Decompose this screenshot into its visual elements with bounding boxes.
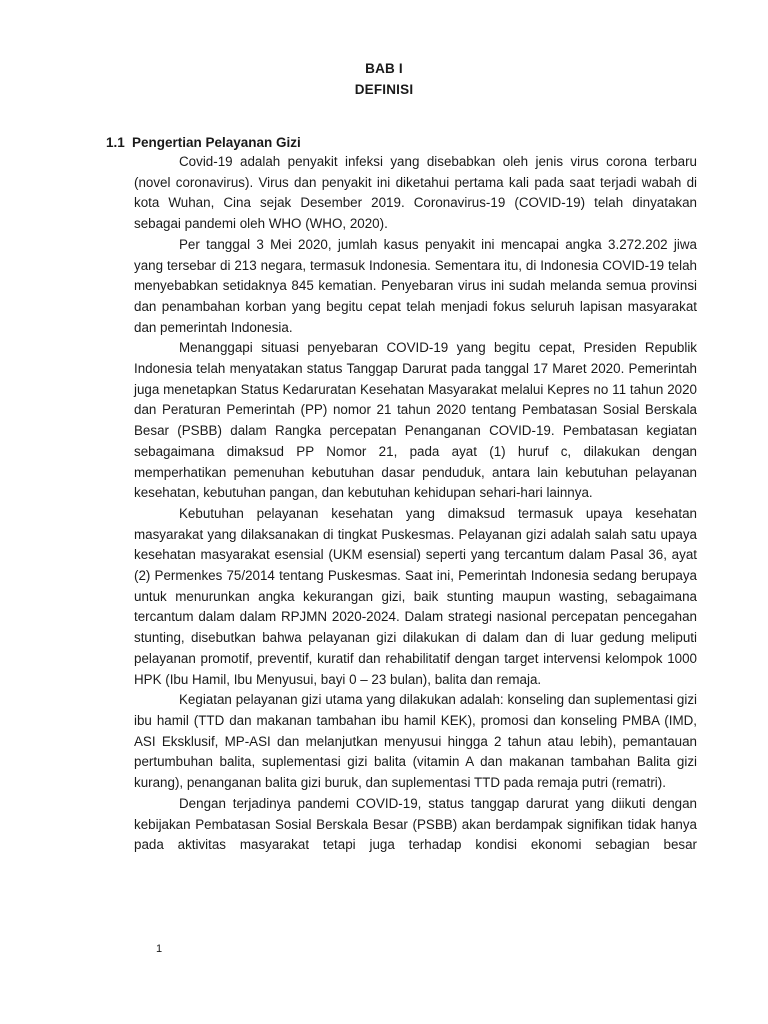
paragraph-1: Covid-19 adalah penyakit infeksi yang disebabkan oleh jenis virus corona terbaru (novel coronavirus). Virus dan penyakit ini diketahui pertama kali pada saat terjadi wabah di kota Wuhan, Cina sejak Desember 2019. Coronavirus-19 (COVID-19) telah dinyatakan sebagai pandemi oleh WHO (WHO, 2020).: [134, 154, 697, 232]
chapter-title: DEFINISI: [354, 82, 414, 97]
section-heading: [106, 135, 301, 150]
section-number: 1.1: [106, 135, 125, 150]
paragraph-2: Per tanggal 3 Mei 2020, jumlah kasus penyakit ini mencapai angka 3.272.202 jiwa yang tersebar di 213 negara, termasuk Indonesia. Sementara itu, di Indonesia COVID-19 telah menyebabkan setidaknya 845 kematian. Penyebaran virus ini sudah melanda semua provinsi dan penambahan korban yang begitu cepat telah menjadi fokus seluruh lapisan masyarakat dan pemerintah Indonesia.: [134, 236, 697, 335]
section-title: Pengertian Pelayanan Gizi: [132, 135, 301, 150]
page-number: 1: [156, 943, 163, 955]
paragraph-3: Menanggapi situasi penyebaran COVID-19 yang begitu cepat, Presiden Republik Indonesia telah menyatakan status Tanggap Darurat pada tanggal 17 Maret 2020. Pemerintah juga menetapkan Status Kedaruratan Kesehatan Masyarakat melalui Kepres no 11 tahun 2020 dan Peraturan Pemerintah (PP) nomor 21 tahun 2020 tentang Pembatasan Sosial Berskala Besar (PSBB) dalam Rangka percepatan Penanganan COVID-19. Pembatasan kegiatan sebagaimana dimaksud PP Nomor 21, pada ayat (1) huruf c, dilakukan dengan memperhatikan pemenuhan kebutuhan dasar penduduk, antara lain kebutuhan pelayanan kesehatan, kebutuhan pangan, dan kebutuhan kehidupan sehari-hari lainnya.: [134, 340, 697, 501]
paragraph-4: Kebutuhan pelayanan kesehatan yang dimaksud termasuk upaya kesehatan masyarakat yang dilaksanakan di tingkat Puskesmas. Pelayanan gizi adalah salah satu upaya kesehatan masyarakat esensial (UKM esensial) seperti yang tercantum dalam Pasal 36, ayat (2) Permenkes 75/2014 tentang Puskesmas. Saat ini, Pemerintah Indonesia sedang berupaya untuk menurunkan angka kekurangan gizi, baik stunting maupun wasting, sebagaimana tercantum dalam dalam RPJMN 2020-2024. Dalam strategi nasional percepatan pencegahan stunting, disebutkan bahwa pelayanan gizi dilakukan di dalam dan di luar gedung meliputi pelayanan promotif, preventif, kuratif dan rehabilitatif dengan target intervensi kelompok 1000 HPK (Ibu Hamil, Ibu Menyusui, bayi 0 – 23 bulan), balita dan remaja.: [134, 505, 697, 687]
paragraph-6: Dengan terjadinya pandemi COVID-19, status tanggap darurat yang diikuti dengan kebijakan Pembatasan Sosial Berskala Besar (PSBB) akan berdampak signifikan tidak hanya pada aktivitas masyarakat tetapi juga terhadap kondisi ekonomi sebagian besar: [134, 795, 697, 853]
chapter-label: BAB I: [365, 61, 403, 76]
paragraph-5: Kegiatan pelayanan gizi utama yang dilakukan adalah: konseling dan suplementasi gizi ibu hamil (TTD dan makanan tambahan ibu hamil KEK), promosi dan konseling PMBA (IMD, ASI Eksklusif, MP-ASI dan melanjutkan menyusui hingga 2 tahun atau lebih), pemantauan pertumbuhan balita, suplementasi gizi balita (vitamin A dan makanan tambahan Balita gizi kurang), penanganan balita gizi buruk, dan suplementasi TTD pada remaja putri (rematri).: [134, 692, 697, 791]
body-text: [134, 152, 697, 856]
